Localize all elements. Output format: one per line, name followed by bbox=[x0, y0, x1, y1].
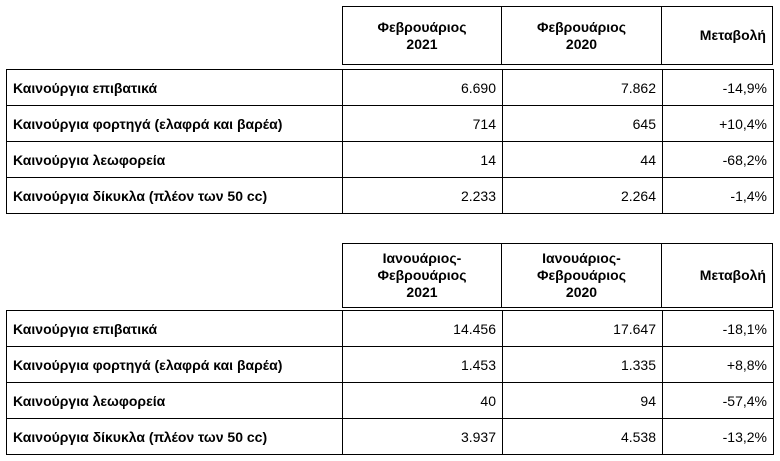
value-2021: 6.690 bbox=[343, 70, 503, 106]
change-value: +8,8% bbox=[663, 347, 774, 383]
value-2021: 14.456 bbox=[343, 311, 503, 347]
table-row bbox=[7, 419, 774, 455]
value-2020: 94 bbox=[503, 383, 663, 419]
value-2020: 2.264 bbox=[503, 178, 663, 214]
value-2020: 4.538 bbox=[503, 419, 663, 455]
table-2 bbox=[6, 310, 774, 455]
table-row bbox=[7, 106, 774, 142]
table-row bbox=[7, 347, 774, 383]
table-1 bbox=[6, 69, 774, 214]
table-2-header-2021: Ιανουάριος- Φεβρουάριος 2021 bbox=[342, 243, 502, 308]
row-label: Καινούργια λεωφορεία bbox=[7, 383, 343, 419]
row-label: Καινούργια δίκυκλα (πλέον των 50 cc) bbox=[7, 178, 343, 214]
table-1-header-change: Μεταβολή bbox=[661, 6, 773, 65]
table-2-header-change: Μεταβολή bbox=[661, 243, 773, 308]
table-row bbox=[7, 311, 774, 347]
row-label: Καινούργια φορτηγά (ελαφρά και βαρέα) bbox=[7, 106, 343, 142]
change-value: -13,2% bbox=[663, 419, 774, 455]
change-value: -14,9% bbox=[663, 70, 774, 106]
value-2021: 714 bbox=[343, 106, 503, 142]
table-1-header-2020: Φεβρουάριος 2020 bbox=[501, 6, 662, 65]
row-label: Καινούργια δίκυκλα (πλέον των 50 cc) bbox=[7, 419, 343, 455]
value-2021: 14 bbox=[343, 142, 503, 178]
table-row bbox=[7, 70, 774, 106]
change-value: +10,4% bbox=[663, 106, 774, 142]
value-2020: 17.647 bbox=[503, 311, 663, 347]
value-2020: 1.335 bbox=[503, 347, 663, 383]
value-2020: 7.862 bbox=[503, 70, 663, 106]
value-2020: 44 bbox=[503, 142, 663, 178]
table-row bbox=[7, 142, 774, 178]
change-value: -57,4% bbox=[663, 383, 774, 419]
table-row bbox=[7, 383, 774, 419]
row-label: Καινούργια λεωφορεία bbox=[7, 142, 343, 178]
value-2021: 2.233 bbox=[343, 178, 503, 214]
value-2021: 3.937 bbox=[343, 419, 503, 455]
change-value: -18,1% bbox=[663, 311, 774, 347]
table-1-header-2021: Φεβρουάριος 2021 bbox=[342, 6, 502, 65]
change-value: -68,2% bbox=[663, 142, 774, 178]
change-value: -1,4% bbox=[663, 178, 774, 214]
value-2021: 1.453 bbox=[343, 347, 503, 383]
row-label: Καινούργια επιβατικά bbox=[7, 311, 343, 347]
row-label: Καινούργια φορτηγά (ελαφρά και βαρέα) bbox=[7, 347, 343, 383]
table-2-header-2020: Ιανουάριος- Φεβρουάριος 2020 bbox=[501, 243, 662, 308]
table-row bbox=[7, 178, 774, 214]
value-2020: 645 bbox=[503, 106, 663, 142]
value-2021: 40 bbox=[343, 383, 503, 419]
row-label: Καινούργια επιβατικά bbox=[7, 70, 343, 106]
